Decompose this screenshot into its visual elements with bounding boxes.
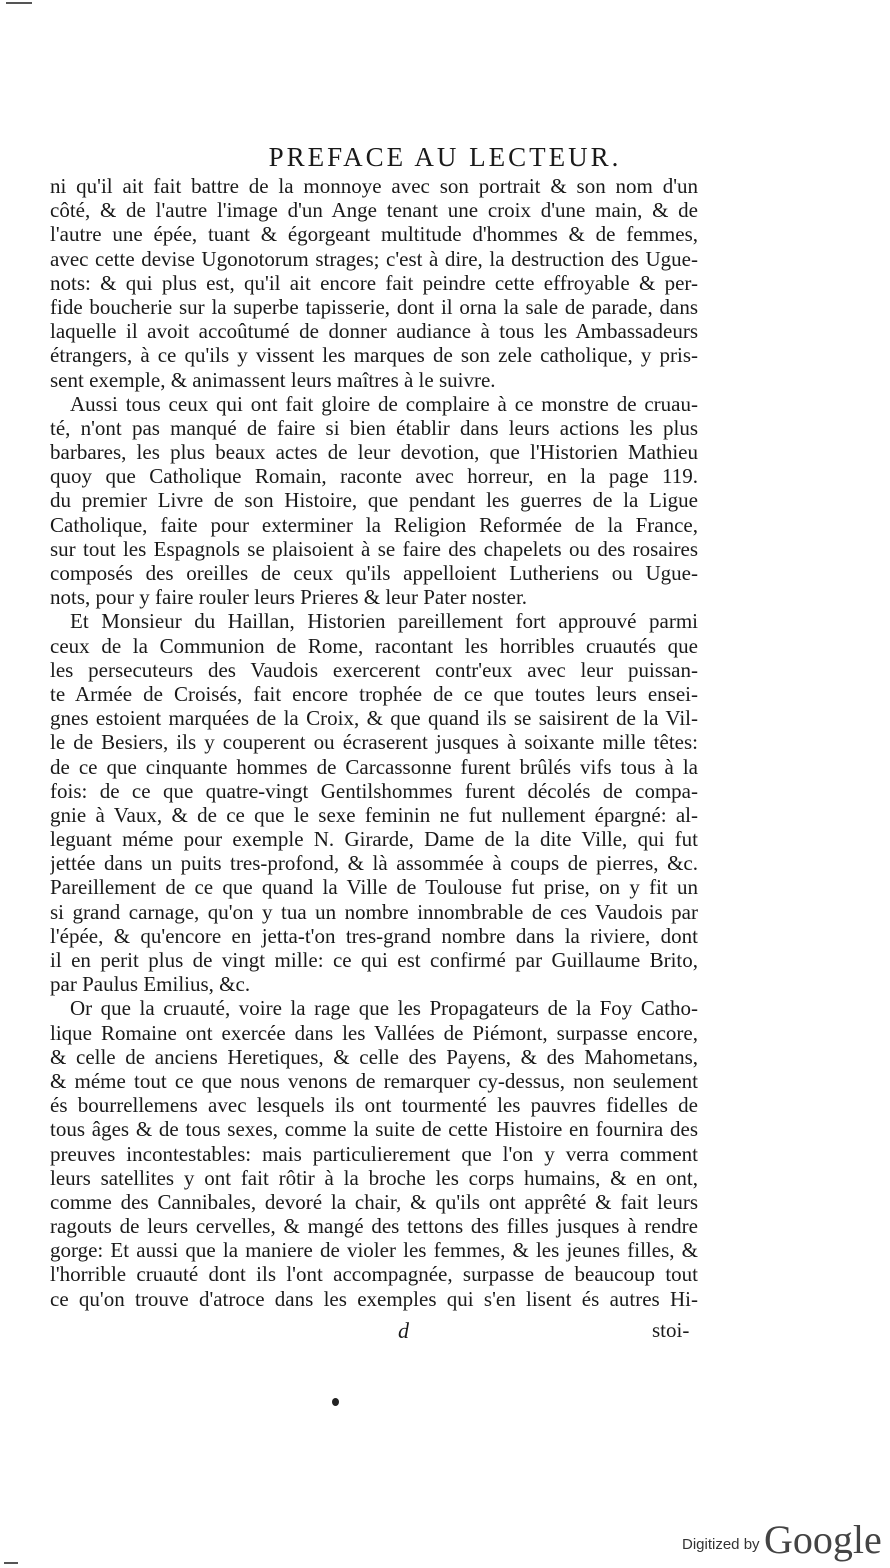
text-line: gnie à Vaux, & de ce que le sexe feminin ne fut nullement épargné: al- (50, 802, 698, 827)
text-line: Et Monsieur du Haillan, Historien pareillement fort approuvé parmi (70, 609, 698, 634)
scan-edge-mark (4, 1562, 18, 1564)
text-line: l'épée, & qu'encore en jetta-t'on tres-grand nombre dans la riviere, dont (50, 923, 698, 948)
text-line: ce qu'on trouve d'atroce dans les exemples qui s'en lisent és autres Hi- (50, 1286, 698, 1311)
text-line: nots, pour y faire rouler leurs Prieres & leur Pater noster. (50, 585, 528, 610)
text-line: fois: de ce que quatre-vingt Gentilshommes furent décolés de compa- (50, 778, 698, 803)
text-line: ragouts de leurs cervelles, & mangé des tettons des filles jusques à rendre (50, 1214, 698, 1239)
text-line: quoy que Catholique Romain, raconte avec horreur, en la page 119. (50, 464, 698, 489)
text-line: composés des oreilles de ceux qu'ils appelloient Lutheriens ou Ugue- (50, 561, 698, 585)
scan-edge-mark (6, 2, 32, 4)
text-line: jettée dans un puits tres-profond, & là assommée à coups de pierres, &c. (50, 851, 698, 876)
text-line: de ce que cinquante hommes de Carcassonne furent brûlés vifs tous à la (50, 754, 698, 779)
google-logo: Google (764, 1517, 882, 1562)
text-line: & méme tout ce que nous venons de remarquer cy-dessus, non seulement (50, 1068, 698, 1093)
text-line: laquelle il avoit accoûtumé de donner audiance à tous les Ambassadeurs (50, 319, 698, 344)
text-line: & celle de anciens Heretiques, & celle des Payens, & des Mahometans, (50, 1044, 698, 1069)
body-text (50, 174, 698, 1311)
text-line: ni qu'il ait fait battre de la monnoye avec son portrait & son nom d'un (50, 174, 698, 198)
text-line: te Armée de Croisés, fait encore trophée de ce que toutes leurs ensei- (50, 681, 698, 706)
text-line: Pareillement de ce que quand la Ville de Toulouse fut prise, on y fit un (50, 875, 698, 900)
text-line: comme des Cannibales, devoré la chair, & qu'ils ont apprêté & fait leurs (50, 1189, 698, 1214)
running-head: PREFACE AU LECTEUR. (268, 142, 622, 172)
text-line: gnes estoient marquées de la Croix, & que quand ils se saisirent de la Vil- (50, 706, 698, 731)
text-line: étrangers, à ce qu'ils y vissent les marques de son zele catholique, y pris- (50, 343, 698, 368)
text-line: preuves incontestables: mais particulierement que l'on y verra comment (50, 1141, 698, 1166)
catchword: stoi- (652, 1318, 690, 1342)
signature-mark: d (398, 1318, 409, 1343)
text-line: sent exemple, & animassent leurs maîtres à le suivre. (50, 367, 496, 392)
text-line: par Paulus Emilius, &c. (50, 972, 251, 997)
digitized-watermark (682, 1516, 882, 1563)
text-line: Or que la cruauté, voire la rage que les Propagateurs de la Foy Catho- (70, 996, 698, 1021)
text-line: és bourrellemens avec lesquels ils ont tourmenté les pauvres fidelles de (50, 1093, 698, 1118)
text-line: les persecuteurs des Vaudois exercerent contr'eux avec leur puissan- (50, 657, 698, 682)
text-line: l'horrible cruauté dont ils l'ont accompagnée, surpasse de beaucoup tout (50, 1262, 698, 1287)
text-line: leguant méme pour exemple N. Girarde, Dame de la dite Ville, qui fut (50, 827, 698, 852)
text-line: té, n'ont pas manqué de faire si bien établir dans leurs actions les plus (50, 415, 698, 440)
text-line: leurs satellites y ont fait rôtir à la broche les corps humains, & en ont, (50, 1165, 698, 1190)
text-line: tous âges & de tous sexes, comme la suite de cette Histoire en fournira des (50, 1117, 698, 1142)
text-line: l'autre une épée, tuant & égorgeant multitude d'hommes & de femmes, (50, 222, 698, 247)
text-line: il en perit plus de vingt mille: ce qui est confirmé par Guillaume Brito, (50, 948, 698, 972)
text-line: le de Besiers, ils y couperent ou écraserent jusques à soixante mille têtes: (50, 730, 698, 755)
text-line: avec cette devise Ugonotorum strages; c'est à dire, la destruction des Ugue- (50, 246, 698, 271)
text-line: Aussi tous ceux qui ont fait gloire de complaire à ce monstre de cruau- (70, 391, 698, 416)
text-line: sur tout les Espagnols se plaisoient à se faire des chapelets ou des rosaires (50, 536, 698, 561)
text-line: côté, & de l'autre l'image d'un Ange tenant une croix d'une main, & de (50, 198, 698, 223)
text-line: fide boucherie sur la superbe tapisserie, dont il orna la sale de parade, dans (50, 294, 698, 319)
text-line: si grand carnage, qu'on y tua un nombre innombrable de ces Vaudois par (50, 899, 698, 924)
text-line: gorge: Et aussi que la maniere de violer les femmes, & les jeunes filles, & (50, 1238, 698, 1263)
text-line: ceux de la Communion de Rome, racontant les horribles cruautés que (50, 633, 698, 658)
ink-dot (332, 1398, 339, 1406)
text-line: du premier Livre de son Histoire, que pendant les guerres de la Ligue (50, 488, 698, 513)
text-line: Catholique, faite pour exterminer la Religion Reformée de la France, (50, 512, 698, 537)
watermark-prefix: Digitized by (682, 1536, 760, 1553)
text-line: lique Romaine ont exercée dans les Vallées de Piémont, surpasse encore, (50, 1020, 698, 1045)
text-line: barbares, les plus beaux actes de leur devotion, que l'Historien Mathieu (50, 440, 698, 465)
text-line: nots: & qui plus est, qu'il ait encore fait peindre cette effroyable & per- (50, 270, 698, 295)
